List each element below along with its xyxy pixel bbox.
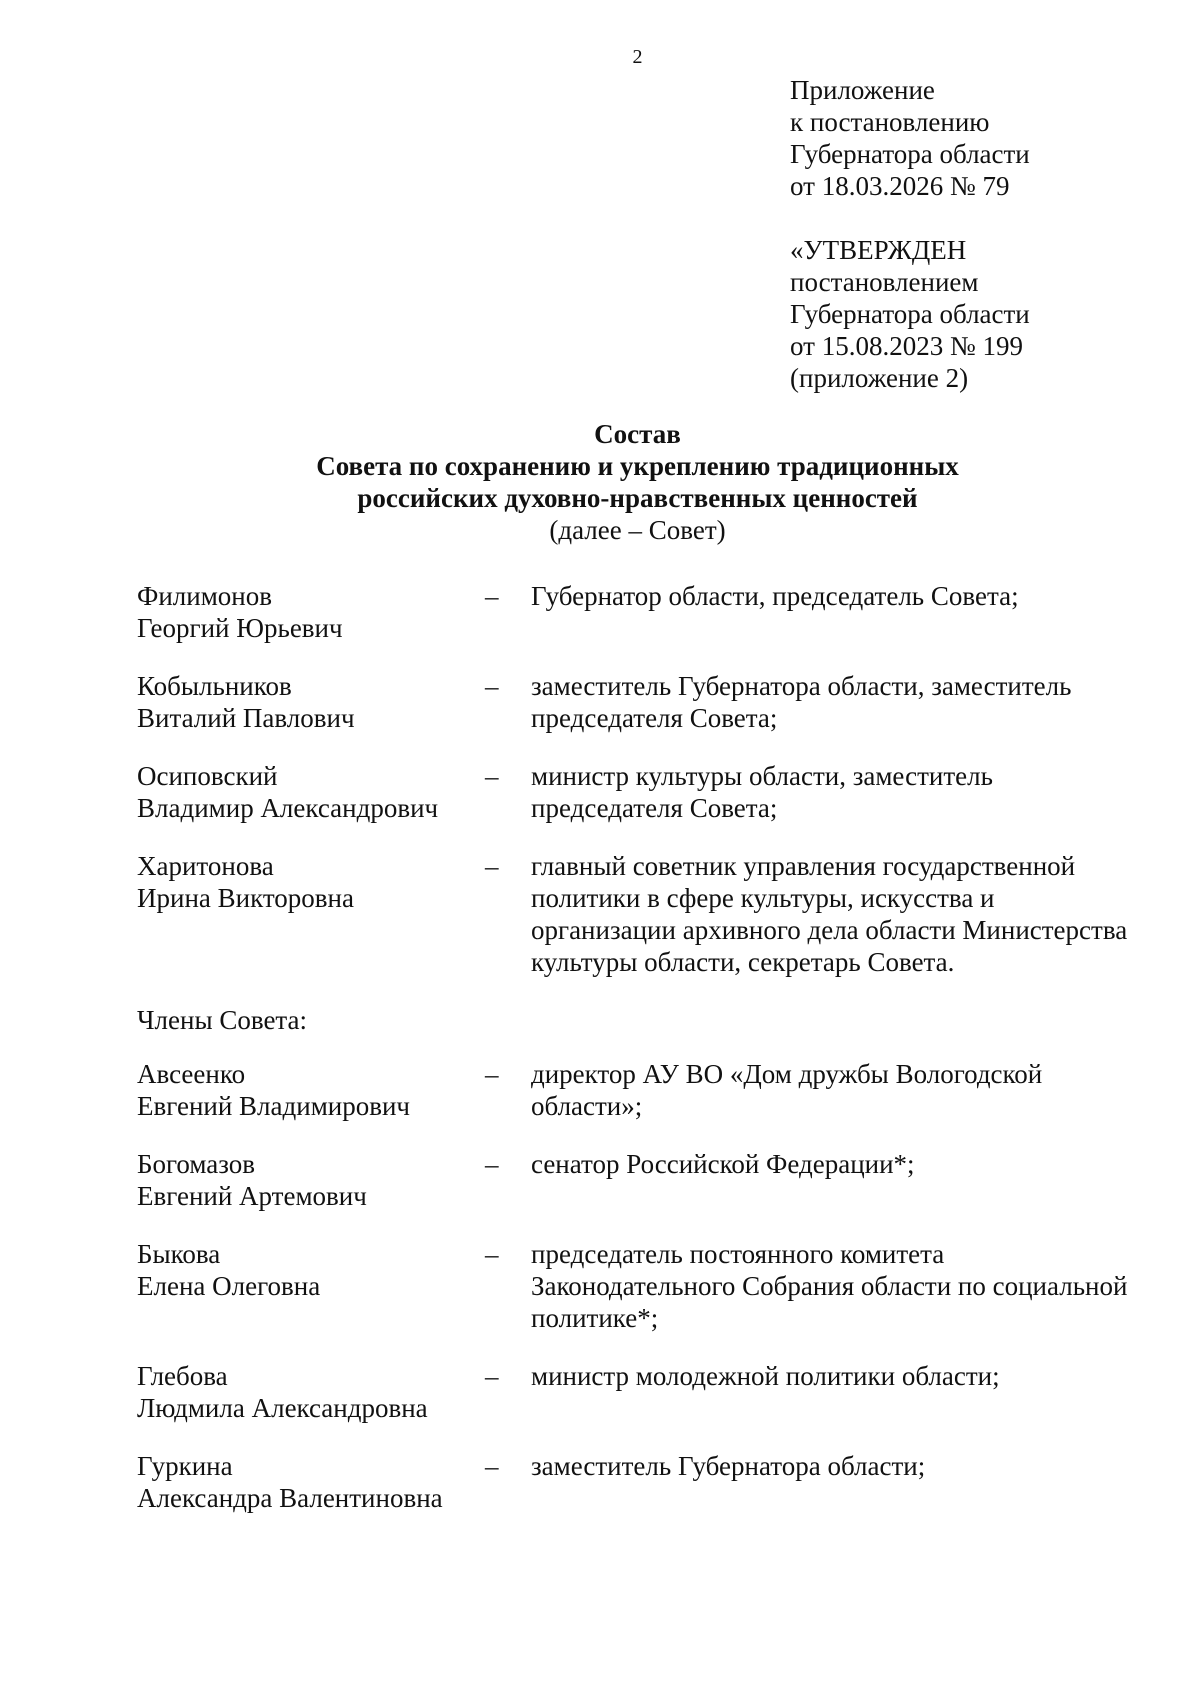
member-role: сенатор Российской Федерации*; bbox=[531, 1149, 915, 1179]
member-given-names: Владимир Александрович bbox=[137, 793, 439, 823]
approval-line: Губернатора области bbox=[790, 299, 1030, 329]
roster-entry bbox=[137, 760, 1137, 824]
member-name bbox=[137, 760, 477, 824]
roster-entry bbox=[137, 1058, 1137, 1122]
member-given-names: Ирина Викторовна bbox=[137, 883, 354, 913]
approval-line: (приложение 2) bbox=[790, 363, 969, 393]
annex-block bbox=[790, 74, 1030, 202]
member-name bbox=[137, 580, 477, 644]
member-role: Губернатор области, председатель Совета; bbox=[531, 581, 1019, 611]
member-surname: Богомазов bbox=[137, 1149, 256, 1179]
member-role: главный советник управления государственной политики в сфере культуры, искусства и организации архивного дела области Министерства культуры области, секретарь Совета. bbox=[531, 851, 1128, 977]
member-name bbox=[137, 1360, 477, 1424]
approval-stamp-block bbox=[790, 234, 1030, 394]
member-role: директор АУ ВО «Дом дружбы Вологодской области»; bbox=[531, 1059, 1043, 1121]
member-surname: Авсеенко bbox=[137, 1059, 246, 1089]
member-role: заместитель Губернатора области, заместитель председателя Совета; bbox=[531, 671, 1072, 733]
member-name bbox=[137, 1238, 477, 1334]
annex-line: к постановлению bbox=[790, 107, 990, 137]
dash-separator: – bbox=[485, 581, 499, 611]
member-surname: Филимонов bbox=[137, 581, 272, 611]
title-line: Состав bbox=[594, 419, 681, 449]
member-name bbox=[137, 1148, 477, 1212]
document-title bbox=[0, 418, 1200, 546]
dash-separator: – bbox=[485, 761, 499, 791]
member-surname: Глебова bbox=[137, 1361, 228, 1391]
roster-entry bbox=[137, 670, 1137, 734]
roster-entry bbox=[137, 1450, 1137, 1514]
annex-line: от 18.03.2026 № 79 bbox=[790, 171, 1010, 201]
dash-separator: – bbox=[485, 1059, 499, 1089]
member-surname: Гуркина bbox=[137, 1451, 233, 1481]
approval-line: «УТВЕРЖДЕН bbox=[790, 235, 967, 265]
dash-separator: – bbox=[485, 1451, 499, 1481]
member-role: министр культуры области, заместитель председателя Совета; bbox=[531, 761, 993, 823]
title-line: Совета по сохранению и укреплению традиционных bbox=[316, 451, 959, 481]
dash-separator: – bbox=[485, 1149, 499, 1179]
member-role: председатель постоянного комитета Законодательного Собрания области по социальной политике*; bbox=[531, 1239, 1128, 1333]
roster-entry bbox=[137, 1148, 1137, 1212]
roster-entry bbox=[137, 1360, 1137, 1424]
member-surname: Осиповский bbox=[137, 761, 278, 791]
member-name bbox=[137, 1450, 477, 1514]
annex-line: Губернатора области bbox=[790, 139, 1030, 169]
member-given-names: Елена Олеговна bbox=[137, 1271, 321, 1301]
member-given-names: Евгений Артемович bbox=[137, 1181, 367, 1211]
roster-entry bbox=[137, 850, 1137, 978]
member-surname: Быкова bbox=[137, 1239, 221, 1269]
council-roster bbox=[137, 580, 1137, 1540]
members-heading: Члены Совета: bbox=[137, 1005, 308, 1035]
member-role: заместитель Губернатора области; bbox=[531, 1451, 926, 1481]
approval-line: от 15.08.2023 № 199 bbox=[790, 331, 1023, 361]
roster-entry bbox=[137, 1238, 1137, 1334]
annex-line: Приложение bbox=[790, 75, 935, 105]
approval-line: постановлением bbox=[790, 267, 979, 297]
page-number: 2 bbox=[632, 46, 643, 68]
member-given-names: Георгий Юрьевич bbox=[137, 613, 343, 643]
dash-separator: – bbox=[485, 851, 499, 881]
member-role: министр молодежной политики области; bbox=[531, 1361, 1000, 1391]
member-given-names: Людмила Александровна bbox=[137, 1393, 428, 1423]
title-subline: (далее – Совет) bbox=[549, 515, 726, 545]
roster-entry bbox=[137, 580, 1137, 644]
dash-separator: – bbox=[485, 1361, 499, 1391]
title-line: российских духовно-нравственных ценностей bbox=[357, 483, 918, 513]
member-given-names: Евгений Владимирович bbox=[137, 1091, 411, 1121]
dash-separator: – bbox=[485, 671, 499, 701]
member-given-names: Александра Валентиновна bbox=[137, 1483, 443, 1513]
member-surname: Кобыльников bbox=[137, 671, 292, 701]
member-name bbox=[137, 670, 477, 734]
member-surname: Харитонова bbox=[137, 851, 274, 881]
member-name bbox=[137, 1058, 477, 1122]
dash-separator: – bbox=[485, 1239, 499, 1269]
member-name bbox=[137, 850, 477, 978]
member-given-names: Виталий Павлович bbox=[137, 703, 355, 733]
